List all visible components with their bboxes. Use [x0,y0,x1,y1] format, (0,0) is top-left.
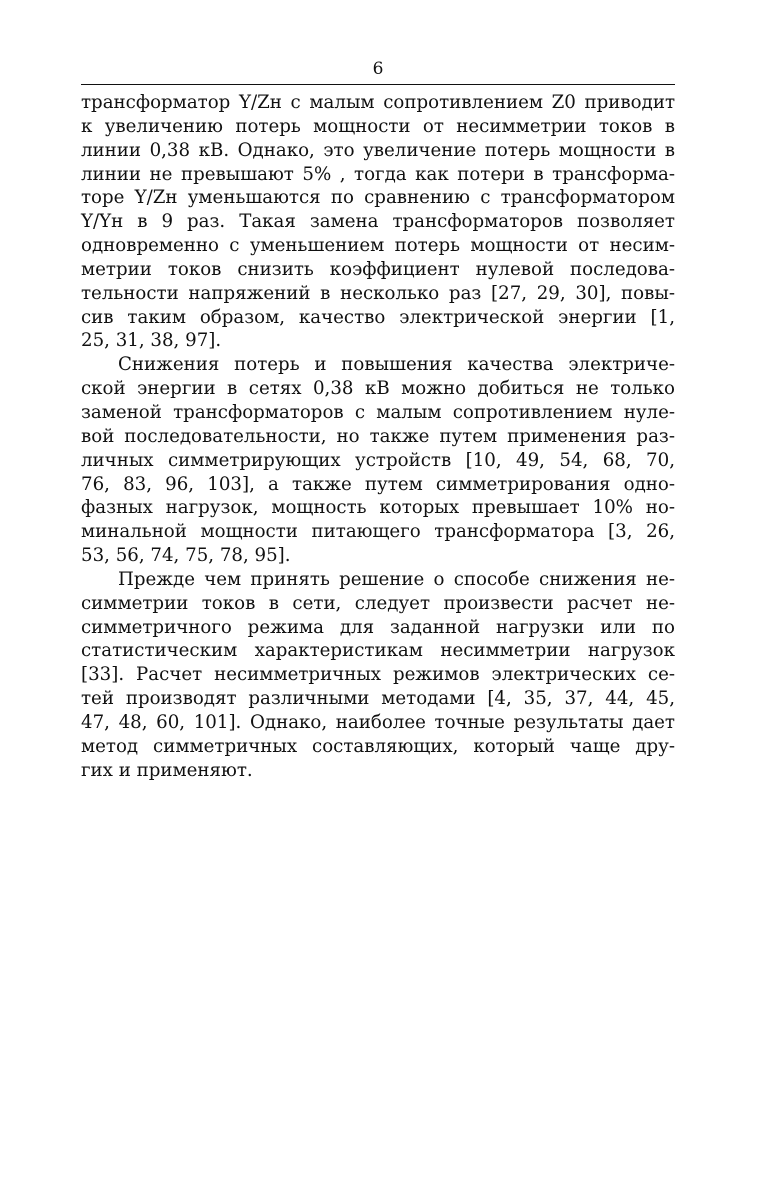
paragraph-2 [81,353,675,568]
text-line: [33]. Расчет несимметричных режимов электрических се- [81,664,675,686]
text-line: фазных нагрузок, мощность которых превышает 10% но- [81,497,675,519]
text-line: тельности напряжений в несколько раз [27, 29, 30], повы- [81,282,675,304]
text-line: симметрии токов в сети, следует произвести расчет не- [81,592,675,614]
text-line: торе Y/Zн уменьшаются по сравнению с трансформатором [81,187,675,209]
text-line: одновременно с уменьшением потерь мощности от несим- [81,235,675,257]
text-line: 76, 83, 96, 103], а также путем симметрирования одно- [81,473,675,495]
text-line: симметричного режима для заданной нагрузки или по [81,616,675,638]
text-line: тей производят различными методами [4, 35, 37, 44, 45, [81,688,675,710]
text-line: минальной мощности питающего трансформатора [3, 26, [81,521,675,543]
paragraph-1 [81,91,675,353]
text-line: 47, 48, 60, 101]. Однако, наиболее точные результаты дает [81,711,675,733]
text-line: Прежде чем принять решение о способе снижения не- [118,568,675,590]
text-line: линии не превышают 5% , тогда как потери в трансформа- [81,163,675,185]
text-line: 25, 31, 38, 97]. [81,330,222,352]
header-divider [81,84,675,85]
text-line: вой последовательности, но также путем применения раз- [81,425,675,447]
text-line: личных симметрирующих устройств [10, 49, 54, 68, 70, [81,449,675,471]
page-number: 6 [372,59,384,79]
body-text [81,91,675,782]
text-line: 53, 56, 74, 75, 78, 95]. [81,545,291,567]
text-line: Снижения потерь и повышения качества электриче- [118,354,675,376]
text-line: заменой трансформаторов с малым сопротивлением нуле- [81,401,675,423]
text-line: метод симметричных составляющих, который чаще дру- [81,735,675,757]
text-line: метрии токов снизить коэффициент нулевой последова- [81,258,675,280]
text-line: трансформатор Y/Zн с малым сопротивлением Z0 приводит [81,92,675,113]
text-line: гих и применяют. [81,759,253,781]
text-line: Y/Yн в 9 раз. Такая замена трансформаторов позволяет [81,211,675,233]
text-line: сив таким образом, качество электрической энергии [1, [81,306,675,328]
paragraph-3 [81,568,675,783]
text-line: линии 0,38 кВ. Однако, это увеличение потерь мощности в [81,139,675,161]
text-line: к увеличению потерь мощности от несимметрии токов в [81,115,675,137]
document-page [81,56,675,782]
text-line: ской энергии в сетях 0,38 кВ можно добиться не только [81,378,675,400]
text-line: статистическим характеристикам несимметрии нагрузок [81,640,675,662]
